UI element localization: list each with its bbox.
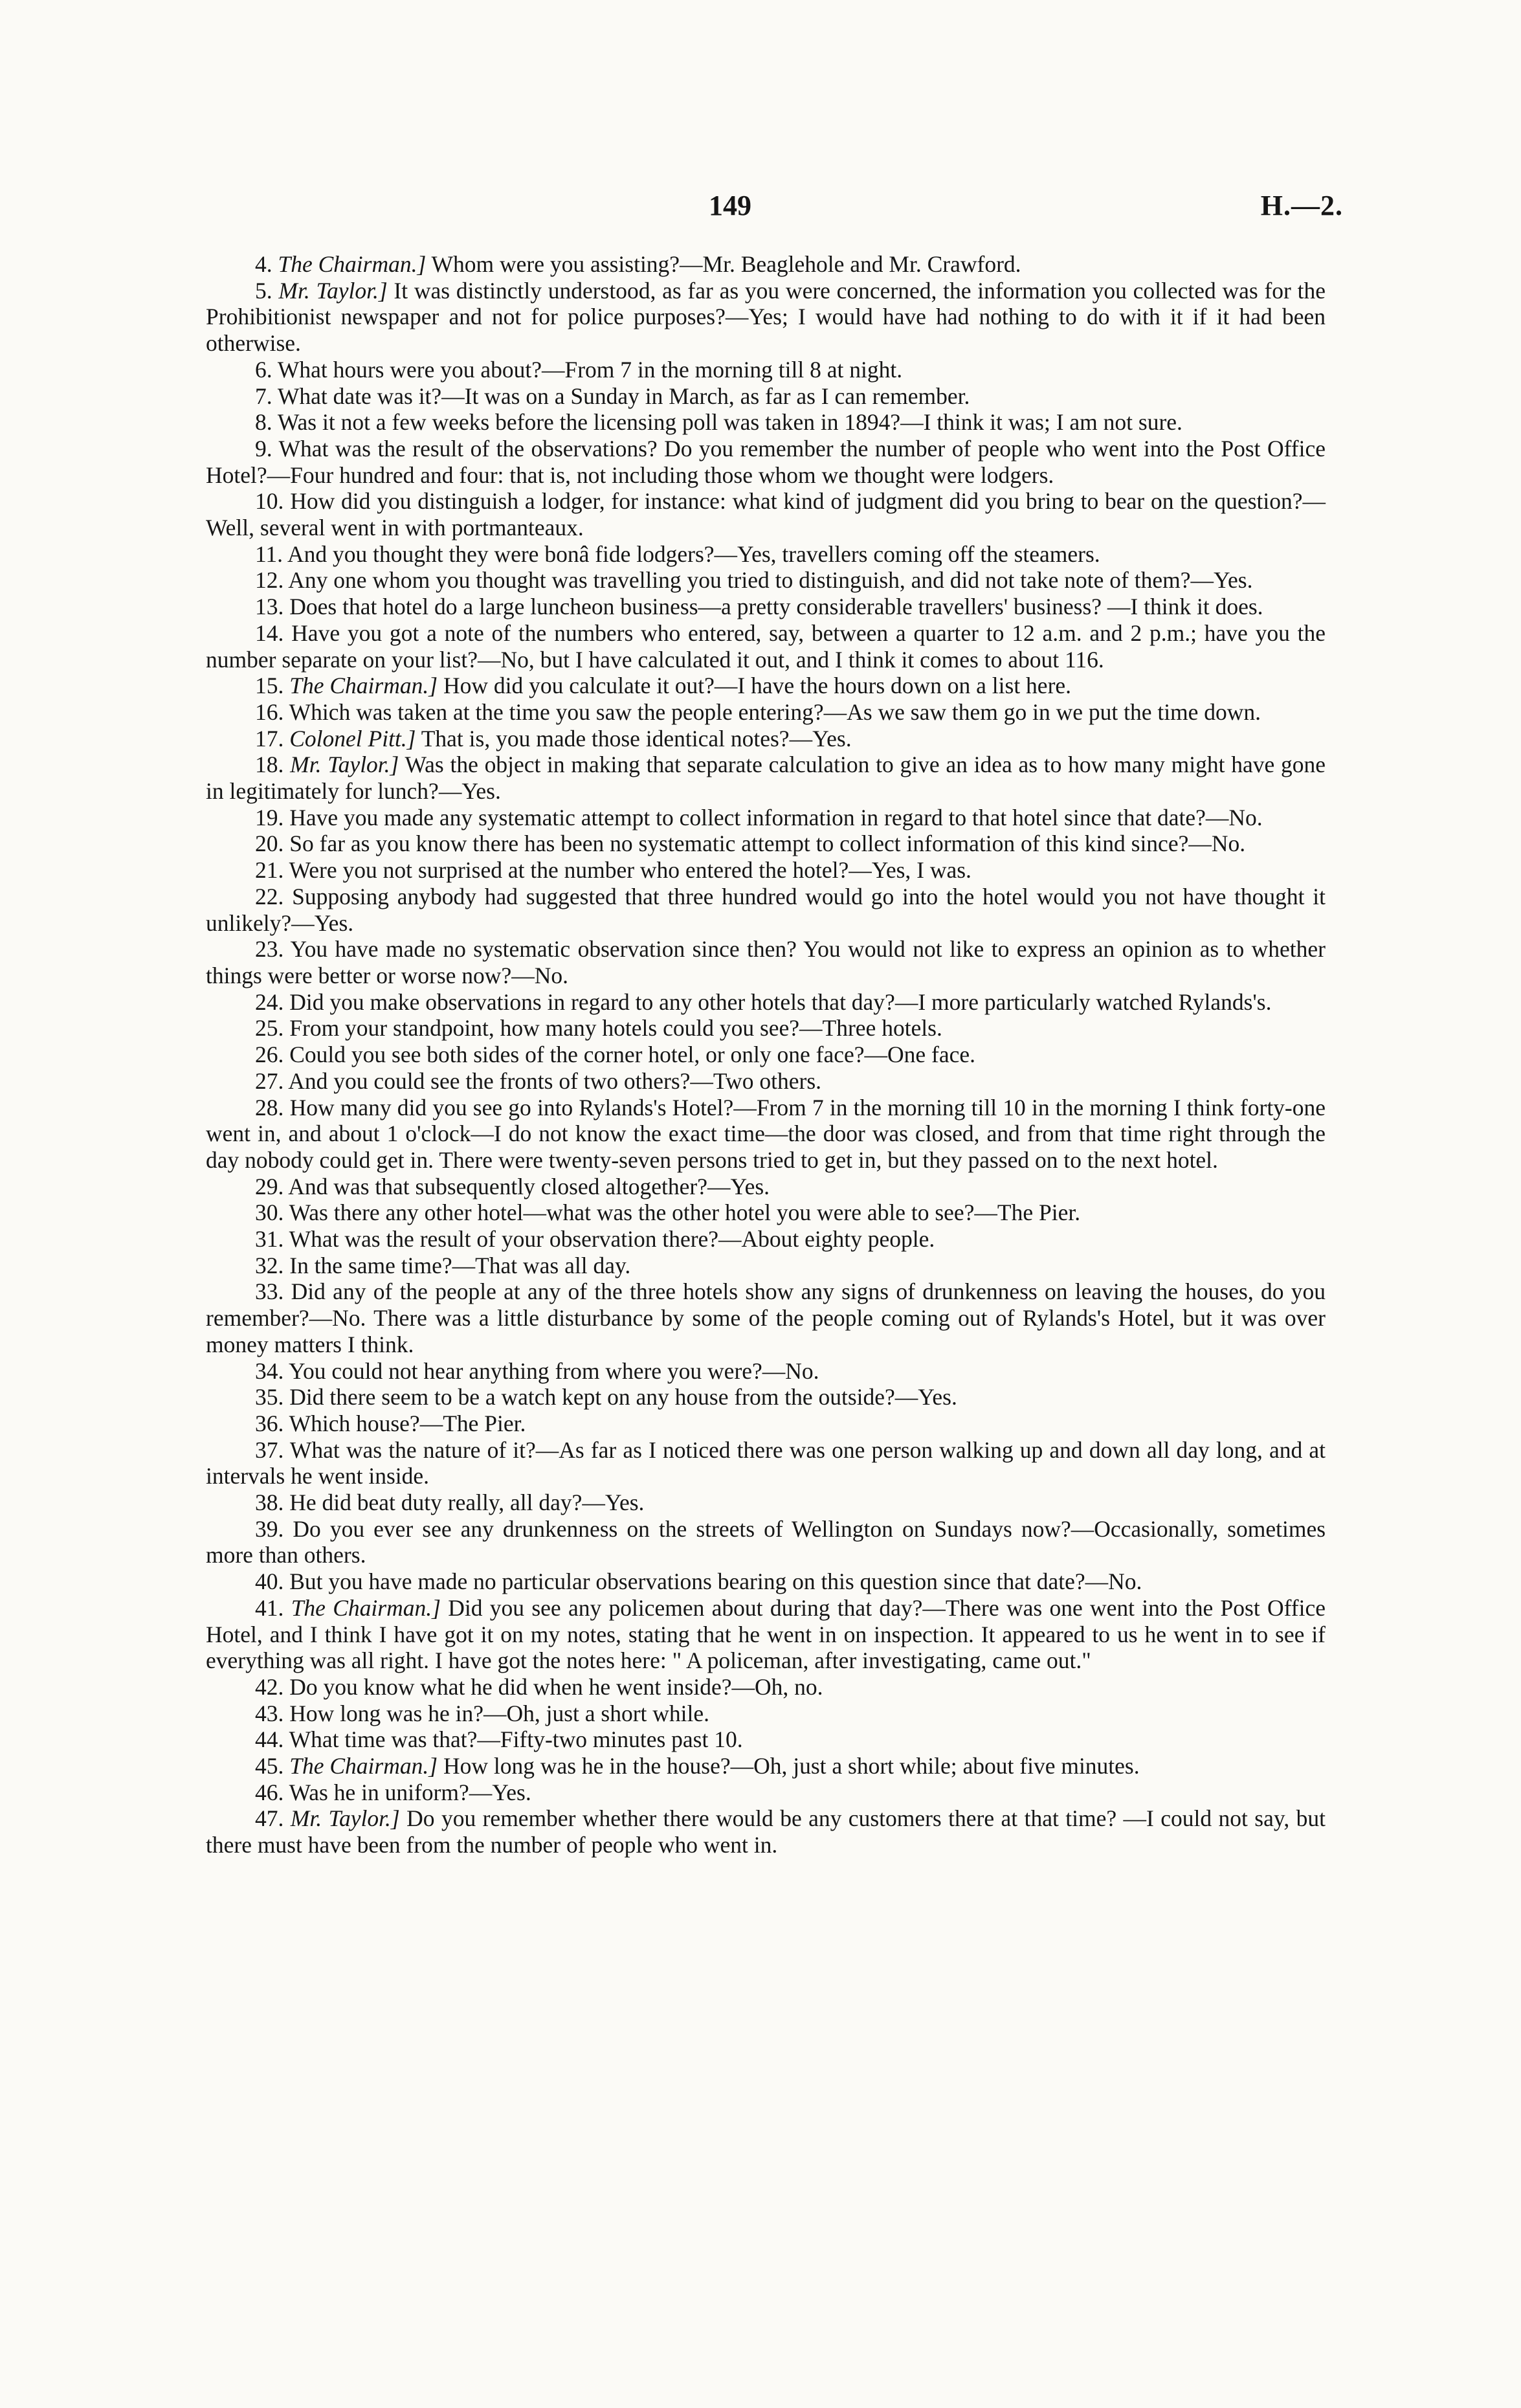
question-paragraph — [206, 1568, 1326, 1595]
question-text: Was the object in making that separate calculation to give an idea as to how many might have gone in legitimately for lunch?—Yes. — [206, 752, 1326, 805]
question-paragraph — [206, 1068, 1326, 1095]
question-paragraph — [206, 488, 1326, 541]
question-number: 23. — [255, 936, 284, 963]
question-paragraph — [206, 541, 1326, 568]
question-paragraph — [206, 857, 1326, 884]
speaker-label: The Chairman.] — [289, 1753, 438, 1779]
question-paragraph — [206, 805, 1326, 831]
question-paragraph — [206, 594, 1326, 620]
question-number: 41. — [255, 1594, 284, 1621]
question-text: Was he in uniform?—Yes. — [289, 1779, 531, 1805]
question-text: What time was that?—Fifty-two minutes past 10. — [289, 1726, 743, 1753]
question-paragraph — [206, 1384, 1326, 1410]
question-text: Which house?—The Pier. — [289, 1410, 526, 1436]
question-number: 7. — [255, 383, 272, 409]
question-text: How did you distinguish a lodger, for instance: what kind of judgment did you bring to bear on the question?—Well, several went in with portmanteaux. — [206, 488, 1326, 541]
question-text: That is, you made those identical notes?—Yes. — [416, 725, 852, 752]
question-number: 19. — [255, 804, 284, 831]
question-number: 10. — [255, 488, 284, 515]
question-number: 29. — [255, 1173, 284, 1199]
question-number: 46. — [255, 1779, 284, 1805]
question-paragraph — [206, 1779, 1326, 1806]
question-number: 40. — [255, 1568, 284, 1595]
question-text: It was distinctly understood, as far as you were concerned, the information you collected was for the Prohibitionist newspaper and not for police purposes?—Yes; I would have had nothing to do with it if it had been otherwise. — [206, 277, 1326, 357]
question-number: 22. — [255, 883, 284, 909]
speaker-label: Mr. Taylor.] — [290, 1805, 400, 1832]
question-paragraph — [206, 436, 1326, 488]
question-text: What was the nature of it?—As far as I noticed there was one person walking up and down all day long, and at intervals he went inside. — [206, 1436, 1326, 1489]
question-paragraph — [206, 278, 1326, 357]
question-paragraph — [206, 673, 1326, 699]
question-paragraph — [206, 1358, 1326, 1385]
question-number: 39. — [255, 1515, 284, 1542]
question-number: 33. — [255, 1278, 284, 1305]
speaker-label: Mr. Taylor.] — [278, 277, 388, 304]
speaker-label: Mr. Taylor.] — [290, 752, 399, 778]
question-text: Were you not surprised at the number who entered the hotel?—Yes, I was. — [289, 857, 971, 884]
question-number: 18. — [255, 752, 284, 778]
question-number: 20. — [255, 831, 284, 857]
question-text: Do you know what he did when he went inside?—Oh, no. — [289, 1673, 823, 1700]
document-code: H.—2. — [1260, 190, 1343, 221]
page-header — [0, 189, 1521, 228]
question-text: What hours were you about?—From 7 in the morning till 8 at night. — [277, 356, 903, 383]
question-paragraph — [206, 884, 1326, 936]
speaker-label: Colonel Pitt.] — [289, 725, 416, 752]
question-text: What was the result of the observations? Do you remember the number of people who went into the Post Office Hotel?—Four hundred and four: that is, not including those whom we thought were lodgers. — [206, 435, 1326, 488]
question-number: 24. — [255, 988, 284, 1015]
question-paragraph — [206, 383, 1326, 410]
question-text: Did there seem to be a watch kept on any house from the outside?—Yes. — [289, 1384, 957, 1410]
question-number: 45. — [255, 1753, 284, 1779]
question-paragraph — [206, 1410, 1326, 1437]
question-number: 34. — [255, 1357, 284, 1384]
question-paragraph — [206, 936, 1326, 988]
question-paragraph — [206, 1226, 1326, 1253]
question-text: Do you remember whether there would be any customers there at that time? —I could not say, but there must have been from the number of people who went in. — [206, 1805, 1326, 1858]
question-number: 30. — [255, 1199, 284, 1226]
question-number: 5. — [255, 277, 272, 304]
question-number: 6. — [255, 356, 272, 383]
question-number: 25. — [255, 1015, 284, 1042]
question-number: 21. — [255, 857, 284, 884]
question-text: How long was he in?—Oh, just a short while. — [289, 1700, 710, 1726]
question-text: You could not hear anything from where you were?—No. — [288, 1357, 819, 1384]
question-number: 36. — [255, 1410, 284, 1436]
question-number: 38. — [255, 1489, 284, 1516]
question-number: 11. — [255, 541, 283, 567]
question-text: How did you calculate it out?—I have the hours down on a list here. — [438, 673, 1072, 699]
question-text: Did you see any policemen about during that day?—There was one went into the Post Office Hotel, and I think I have got it on my notes, stating that he went in on inspection. It appeared to us he went in to see if everything was all right. I have got the notes here: " A policeman, after investigating, came out." — [206, 1594, 1326, 1674]
question-number: 42. — [255, 1673, 284, 1700]
question-paragraph — [206, 1516, 1326, 1568]
question-paragraph — [206, 1700, 1326, 1727]
question-text: How long was he in the house?—Oh, just a short while; about five minutes. — [438, 1753, 1140, 1779]
question-text: Did you make observations in regard to any other hotels that day?—I more particularly watched Rylands's. — [289, 988, 1272, 1015]
question-paragraph — [206, 1015, 1326, 1042]
question-text: Does that hotel do a large luncheon business—a pretty considerable travellers' business? —I think it does. — [289, 594, 1263, 620]
question-paragraph — [206, 1253, 1326, 1279]
question-text: He did beat duty really, all day?—Yes. — [289, 1489, 645, 1516]
question-text: Do you ever see any drunkenness on the streets of Wellington on Sundays now?—Occasionally, sometimes more than others. — [206, 1515, 1326, 1568]
question-text: And you thought they were bonâ fide lodgers?—Yes, travellers coming off the steamers. — [287, 541, 1100, 567]
question-text: Did any of the people at any of the three hotels show any signs of drunkenness on leaving the houses, do you remember?—No. There was a little disturbance by some of the people coming out of Rylands's Hotel, but it was over money matters I think. — [206, 1278, 1326, 1357]
question-text: Which was taken at the time you saw the people entering?—As we saw them go in we put the time down. — [289, 698, 1261, 725]
question-text: How many did you see go into Rylands's Hotel?—From 7 in the morning till 10 in the morning I think forty-one went in, and about 1 o'clock—I do not know the exact time—the door was closed, and from that time right through the day nobody could get in. There were twenty-seven persons tried to get in, but they passed on to the next hotel. — [206, 1094, 1326, 1173]
question-number: 43. — [255, 1700, 284, 1726]
question-number: 14. — [255, 619, 284, 646]
page-number: 149 — [709, 190, 751, 221]
question-paragraph — [206, 726, 1326, 752]
question-text: Was there any other hotel—what was the other hotel you were able to see?—The Pier. — [289, 1199, 1081, 1226]
question-paragraph — [206, 1753, 1326, 1779]
question-text: What was the result of your observation there?—About eighty people. — [289, 1226, 935, 1253]
question-paragraph — [206, 1805, 1326, 1858]
speaker-label: The Chairman.] — [278, 251, 427, 277]
question-paragraph — [206, 620, 1326, 673]
question-text: What date was it?—It was on a Sunday in March, as far as I can remember. — [277, 383, 970, 409]
question-paragraph — [206, 1595, 1326, 1674]
question-text: Have you got a note of the numbers who entered, say, between a quarter to 12 a.m. and 2 p.m.; have you the number separate on your list?—No, but I have calculated it out, and I think it comes to about 116. — [206, 619, 1326, 673]
question-text: Whom were you assisting?—Mr. Beaglehole and Mr. Crawford. — [426, 251, 1021, 277]
speaker-label: The Chairman.] — [289, 673, 438, 699]
question-text: Could you see both sides of the corner hotel, or only one face?—One face. — [289, 1042, 975, 1068]
question-text: From your standpoint, how many hotels could you see?—Three hotels. — [289, 1015, 942, 1042]
question-number: 37. — [255, 1436, 284, 1463]
question-text: And you could see the fronts of two others?—Two others. — [288, 1067, 822, 1094]
question-paragraph — [206, 989, 1326, 1016]
question-paragraph — [206, 251, 1326, 278]
question-paragraph — [206, 752, 1326, 804]
question-text: But you have made no particular observations bearing on this question since that date?—No. — [289, 1568, 1142, 1595]
question-paragraph — [206, 1174, 1326, 1200]
question-number: 8. — [255, 409, 272, 436]
question-text: Was it not a few weeks before the licensing poll was taken in 1894?—I think it was; I am not sure. — [277, 409, 1182, 436]
question-number: 12. — [255, 567, 284, 594]
question-number: 31. — [255, 1226, 284, 1253]
question-number: 35. — [255, 1384, 284, 1410]
question-text: And was that subsequently closed altogether?—Yes. — [288, 1173, 770, 1199]
question-paragraph — [206, 1437, 1326, 1489]
question-text: Any one whom you thought was travelling you tried to distinguish, and did not take note of them?—Yes. — [288, 567, 1253, 594]
question-paragraph — [206, 1726, 1326, 1753]
question-number: 13. — [255, 594, 284, 620]
question-number: 9. — [255, 435, 272, 462]
question-paragraph — [206, 1674, 1326, 1700]
question-text: Have you made any systematic attempt to collect information in regard to that hotel since that date?—No. — [289, 804, 1263, 831]
testimony-body — [206, 251, 1326, 1858]
question-number: 27. — [255, 1067, 284, 1094]
question-paragraph — [206, 1489, 1326, 1516]
question-paragraph — [206, 1199, 1326, 1226]
question-paragraph — [206, 699, 1326, 726]
question-number: 28. — [255, 1094, 284, 1120]
question-paragraph — [206, 1278, 1326, 1357]
question-number: 26. — [255, 1042, 284, 1068]
question-paragraph — [206, 1095, 1326, 1174]
question-paragraph — [206, 1042, 1326, 1068]
question-number: 17. — [255, 725, 284, 752]
question-number: 15. — [255, 673, 284, 699]
question-text: In the same time?—That was all day. — [289, 1252, 631, 1278]
speaker-label: The Chairman.] — [291, 1594, 441, 1621]
question-paragraph — [206, 357, 1326, 383]
question-text: Supposing anybody had suggested that three hundred would go into the hotel would you not have thought it unlikely?—Yes. — [206, 883, 1326, 936]
question-paragraph — [206, 567, 1326, 594]
question-text: You have made no systematic observation since then? You would not like to express an opinion as to whether things were better or worse now?—No. — [206, 936, 1326, 988]
question-text: So far as you know there has been no systematic attempt to collect information of this kind since?—No. — [289, 831, 1246, 857]
question-paragraph — [206, 831, 1326, 857]
question-number: 16. — [255, 698, 284, 725]
question-number: 44. — [255, 1726, 284, 1753]
question-number: 4. — [255, 251, 272, 277]
question-number: 32. — [255, 1252, 284, 1278]
question-number: 47. — [255, 1805, 284, 1832]
question-paragraph — [206, 409, 1326, 436]
